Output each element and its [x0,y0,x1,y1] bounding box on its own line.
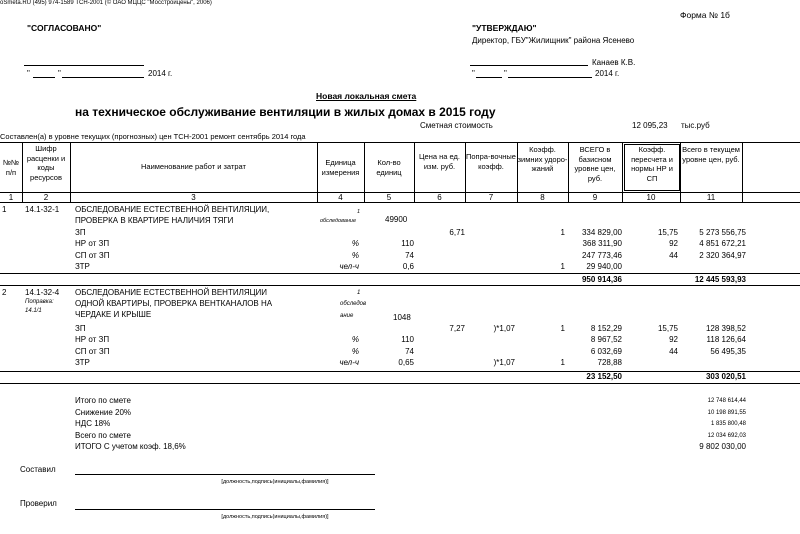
section1-row-0-price: 6,71 [449,228,465,237]
section1-row-1-base: 368 311,90 [582,239,622,249]
colnum-6: 6 [437,193,442,202]
s2-name-line3: ЧЕРДАКЕ И КРЫШЕ [75,310,152,319]
header-col-6: Цена на ед. изм. руб. [419,152,460,171]
section2-row-0-coef: 15,75 [657,324,678,333]
section1-row-0-name: ЗП [75,228,86,237]
s1-qty: 49900 [385,215,408,224]
colnum-10: 10 [646,193,656,202]
section2-row-1-qty: 110 [401,335,414,345]
compiled-line: Составлен(а) в уровне текущих (прогнозных) цен ТСН-2001 ремонт сентябрь 2014 года [0,132,306,141]
section2-row-3-base: 728,88 [597,357,622,367]
source-line: oSmeta.RU (495) 974-1589 ТСН-2001 (© ОАО МЦЦС "Мосстройцены", 2006) [0,0,212,6]
section2-row-2-name: СП от ЗП [75,346,110,356]
section1-row-0-coef: 15,75 [657,228,678,237]
section2-row-0-total: 128 398,52 [705,324,746,333]
total-label-0: Итого по смете [75,396,131,405]
agreed-date-day-line [33,77,55,78]
header-col-11: Всего в текущем уровне цен, руб. [682,145,740,164]
s1-name-line2: ПРОВЕРКА В КВАРТИРЕ НАЛИЧИЯ ТЯГИ [75,216,234,225]
colnum-7: 7 [488,193,494,202]
s2-name-line2: ОДНОЙ КВАРТИРЫ, ПРОВЕРКА ВЕНТКАНАЛОВ НА [75,299,273,308]
section2-row-0-corr: )*1,07 [493,324,515,333]
approve-date-q1: " [472,69,475,78]
s1-end-line [0,285,800,286]
agreed-date-q1: " [27,69,30,78]
col-divider-6 [465,142,466,202]
doc-subtitle: на техническое обслуживание вентиляции в жилых домах в 2015 году [75,105,496,119]
composed-label: Составил [20,465,56,474]
section2-row-3-corr: )*1,07 [493,357,515,367]
doc-title: Новая локальная смета [316,91,417,101]
header-col-2: Шифр расценки и коды ресурсов [26,144,66,182]
section2-row-3-winter: 1 [560,357,565,367]
section2-row-3-name: ЗТР [75,357,90,367]
colnum-11: 11 [706,193,716,202]
s1-name-line1: ОБСЛЕДОВАНИЕ ЕСТЕСТВЕННОЙ ВЕНТИЛЯЦИИ, [75,205,270,214]
total-label-3: Всего по смете [75,430,131,440]
col-divider-5 [414,142,415,202]
section1-row-1-qty: 110 [401,239,414,249]
s1-sum-base: 950 914,36 [581,275,622,284]
s1-code: 14.1-32-1 [25,205,60,214]
section1-row-3-unit: чел-ч [339,261,359,271]
s1-unit-b: обследование [320,218,357,224]
col-divider-11 [742,142,743,202]
total-value-2: 1 835 800,48 [710,421,746,427]
agreed-year: 2014 г. [148,69,173,78]
header-col-1: №№ п/п [2,158,20,177]
section2-row-1-total: 118 126,64 [706,335,746,345]
section1-row-1-coef: 92 [669,239,678,249]
approve-date-q2: " [504,69,507,78]
agreed-date-month-line [62,77,144,78]
header-col-5: Кол-во единиц [376,158,402,177]
total-value-3: 12 034 692,03 [707,432,746,439]
s2-name-line1: ОБСЛЕДОВАНИЕ ЕСТЕСТВЕННОЙ ВЕНТИЛЯЦИИ [75,288,268,297]
section2-row-0-name: ЗП [75,324,86,333]
header-col-3: Наименование работ и затрат [140,162,246,171]
s2-note1: Поправка: [25,299,54,305]
col-divider-2 [70,142,71,202]
colnum-5: 5 [386,193,392,202]
colnum-2: 2 [43,193,49,202]
total-value-0: 12 748 614,44 [707,398,746,404]
approve-position: Директор, ГБУ"Жилищник" района Ясенево [472,36,635,45]
agreed-sign-line [24,65,144,66]
header-col-10[interactable]: Коэфф. пересчета и нормы НР и СП [624,144,680,191]
section2-row-1-name: НР от ЗП [75,335,110,345]
header-col-7: Попра-вочные коэфф. [466,152,516,171]
checked-hint: [должность,подпись(инициалы,фамилия)] [221,514,329,520]
col-divider-9 [622,142,623,202]
section1-row-0-total: 5 273 556,75 [699,228,746,237]
composed-hint: [должность,подпись(инициалы,фамилия)] [221,479,329,485]
section2-row-1-coef: 92 [669,335,678,345]
approve-date-day-line [476,77,502,78]
section2-row-0-price: 7,27 [449,324,465,333]
checked-sign-line [75,509,375,510]
approve-sign-line [470,65,588,66]
section2-row-1-base: 8 967,52 [590,335,622,345]
approve-signer: Канаев К.В. [592,58,636,67]
section1-row-1-unit: % [351,239,359,249]
section2-row-2-total: 56 495,35 [710,346,746,356]
section1-row-3-qty: 0,6 [402,261,414,271]
s2-sum-base: 23 152,50 [586,372,622,381]
s2-unit-a: 1 [357,290,361,296]
agreed-title: "СОГЛАСОВАНО" [27,23,102,33]
total-label-1: Снижение 20% [75,407,132,417]
form-number: Форма № 1б [680,10,730,20]
section1-row-2-base: 247 773,46 [581,250,622,260]
colnum-9: 9 [592,193,598,202]
s2-note2: 14.1/1 [25,308,42,314]
total-label-2: НДС 18% [75,419,111,428]
checked-label: Проверил [20,499,57,508]
colnum-1: 1 [8,193,14,202]
agreed-date-q2: " [58,69,61,78]
colnum-bottom-border [0,202,800,203]
section1-row-3-base: 29 940,00 [586,261,622,271]
colnum-4: 4 [338,193,343,202]
s1-unit-a: 1 [357,209,361,215]
section1-row-2-total: 2 320 364,97 [699,250,746,260]
section2-row-2-unit: % [351,346,359,356]
section1-row-1-total: 4 851 672,21 [699,239,746,249]
s2-code: 14.1-32-4 [25,288,60,297]
approve-date-month-line [508,77,592,78]
section2-row-3-unit: чел-ч [339,357,359,367]
cost-unit: тыс.руб [681,121,710,130]
s2-end-line [0,383,800,384]
section1-row-3-winter: 1 [560,261,565,271]
section2-row-2-coef: 44 [669,346,678,356]
section1-row-2-name: СП от ЗП [75,250,110,260]
header-col-4: Единица измерения [321,158,360,177]
s1-no: 1 [2,205,7,214]
s2-unit-c: ание [340,313,354,319]
section1-row-0-winter: 1 [560,228,565,237]
s1-sum-total: 12 445 593,93 [694,275,746,284]
section1-row-3-name: ЗТР [75,261,90,271]
section2-row-0-base: 8 152,29 [590,324,622,333]
total-label-4: ИТОГО С учетом коэф. 18,6% [75,442,186,451]
s2-unit-b: обследов [340,301,367,307]
cost-value: 12 095,23 [632,121,668,130]
section1-row-2-qty: 74 [405,250,414,260]
s2-qty: 1048 [393,313,411,322]
section2-row-1-unit: % [351,335,359,345]
section2-row-0-winter: 1 [560,324,565,333]
approve-year: 2014 г. [595,69,620,78]
section2-row-3-qty: 0,65 [398,357,414,367]
colnum-3: 3 [191,193,196,202]
section1-row-1-name: НР от ЗП [75,239,110,249]
cost-label: Сметная стоимость [420,121,493,130]
s2-no: 2 [2,288,7,297]
colnum-8: 8 [540,193,545,202]
total-value-4: 9 802 030,00 [699,442,746,451]
composed-sign-line [75,474,375,475]
header-col-9: ВСЕГО в базисном уровне цен, руб. [574,145,616,183]
section1-row-0-base: 334 829,00 [581,228,622,237]
total-value-1: 10 198 891,55 [707,409,746,416]
s1-sum-line [0,273,800,274]
section1-row-2-coef: 44 [669,250,678,260]
approve-title: "УТВЕРЖДАЮ" [472,23,537,33]
section2-row-2-base: 6 032,69 [590,346,622,356]
section2-row-2-qty: 74 [405,346,414,356]
s2-sum-line [0,371,800,372]
section1-row-2-unit: % [351,250,359,260]
header-col-8: Коэфф. зимних удоро-жаний [517,145,568,173]
s2-sum-total: 303 020,51 [705,372,746,381]
